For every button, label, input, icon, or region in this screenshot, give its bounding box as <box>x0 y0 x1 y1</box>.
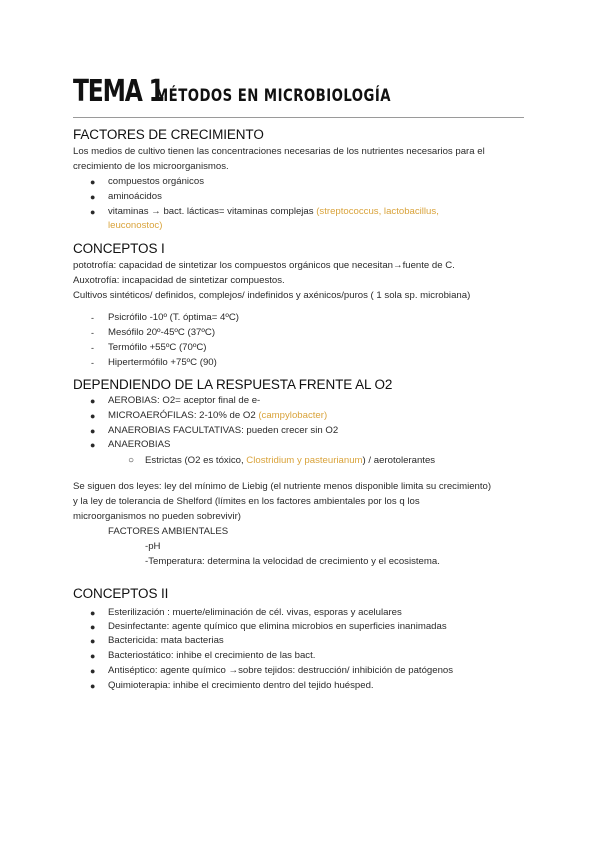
paragraph-line: Los medios de cultivo tienen las concentraciones necesarias de los nutrientes necesarios para el <box>73 146 485 157</box>
heading-conceptos-1: CONCEPTOS I <box>73 241 165 256</box>
bullet-icon: ● <box>90 622 96 632</box>
list-item: ANAEROBIAS FACULTATIVAS: pueden crecer sin O2 <box>108 425 339 436</box>
list-item: Mesófilo 20º-45ºC (37ºC) <box>108 327 216 338</box>
paragraph-line: y la ley de tolerancia de Shelford (límites en los factores ambientales por los q los <box>73 496 420 507</box>
bullet-icon: ● <box>90 396 96 406</box>
bullet-icon: ● <box>90 666 96 676</box>
heading-conceptos-2: CONCEPTOS II <box>73 586 169 601</box>
env-factor-item: -pH <box>145 541 161 552</box>
highlight-text: Clostridium y pasteurianum <box>246 455 363 466</box>
list-item: Hipertermófilo +75ºC (90) <box>108 357 217 368</box>
list-item: compuestos orgánicos <box>108 176 204 187</box>
bullet-icon: ● <box>90 636 96 646</box>
bullet-icon: ● <box>90 177 96 187</box>
bullet-icon: ● <box>90 207 96 217</box>
paragraph-line: crecimiento de los microorganismos. <box>73 161 229 172</box>
title-subtitle: MÉTODOS EN MICROBIOLOGÍA <box>155 86 392 106</box>
highlight-text: leuconostoc) <box>108 220 163 231</box>
heading-respuesta-o2: DEPENDIENDO DE LA RESPUESTA FRENTE AL O2 <box>73 377 393 392</box>
list-item: Quimioterapia: inhibe el crecimiento dentro del tejido huésped. <box>108 680 374 691</box>
dash-marker: - <box>91 343 94 353</box>
paragraph-line: Cultivos sintéticos/ definidos, complejos/ indefinidos y axénicos/puros ( 1 sola sp. microbiana) <box>73 290 471 301</box>
list-item: ANAEROBIAS <box>108 439 171 450</box>
list-item: Esterilización : muerte/eliminación de cél. vivas, esporas y acelulares <box>108 607 402 618</box>
list-item-text: ) / aerotolerantes <box>362 455 436 466</box>
bullet-icon: ● <box>90 426 96 436</box>
dash-marker: - <box>91 358 94 368</box>
bullet-icon: ● <box>90 411 96 421</box>
heading-factores-crecimiento: FACTORES DE CRECIMIENTO <box>73 127 264 142</box>
list-item: Bactericida: mata bacterias <box>108 635 224 646</box>
bullet-icon: ● <box>90 608 96 618</box>
list-item: Bacteriostático: inhibe el crecimiento de las bact. <box>108 650 316 661</box>
dash-marker: - <box>91 328 94 338</box>
paragraph-line: pototrofía: capacidad de sintetizar los compuestos orgánicos que necesitan→fuente de C. <box>73 260 455 271</box>
list-item: Psicrófilo -10º (T. óptima= 4ºC) <box>108 312 239 323</box>
list-item <box>108 205 439 219</box>
env-factor-item: -Temperatura: determina la velocidad de crecimiento y el ecosistema. <box>145 556 440 567</box>
paragraph-line: Auxotrofía: incapacidad de sintetizar compuestos. <box>73 275 285 286</box>
title-divider <box>73 117 524 118</box>
list-item-text: Estrictas (O2 es tóxico, <box>145 455 247 466</box>
list-item: aminoácidos <box>108 191 162 202</box>
list-item-text: MICROAERÓFILAS: 2-10% de O2 <box>108 410 259 421</box>
circle-bullet-icon: ○ <box>128 455 135 466</box>
list-item: Antiséptico: agente químico →sobre tejidos: destrucción/ inhibición de patógenos <box>108 665 454 676</box>
bullet-icon: ● <box>90 651 96 661</box>
env-factors-title: FACTORES AMBIENTALES <box>108 526 229 537</box>
list-item: Desinfectante: agente químico que elimina microbios en superficies inanimadas <box>108 621 447 632</box>
highlight-text: (streptococcus, lactobacillus, <box>316 206 439 217</box>
list-item-text: vitaminas → bact. lácticas= vitaminas complejas <box>108 206 314 217</box>
list-item: AEROBIAS: O2= aceptor final de e- <box>108 395 261 406</box>
dash-marker: - <box>91 313 94 323</box>
document-title <box>73 74 458 109</box>
list-item <box>108 409 327 423</box>
title-tema: TEMA 1 <box>73 74 164 109</box>
paragraph-line: microorganismos no pueden sobrevivir) <box>73 511 241 522</box>
sub-list-item <box>145 454 435 468</box>
list-item: Termófilo +55ºC (70ºC) <box>108 342 207 353</box>
paragraph-line: Se siguen dos leyes: ley del mínimo de Liebig (el nutriente menos disponible limita su crecimiento) <box>73 481 492 492</box>
bullet-icon: ● <box>90 192 96 202</box>
bullet-icon: ● <box>90 440 96 450</box>
bullet-icon: ● <box>90 681 96 691</box>
highlight-text: (campylobacter) <box>258 410 328 421</box>
